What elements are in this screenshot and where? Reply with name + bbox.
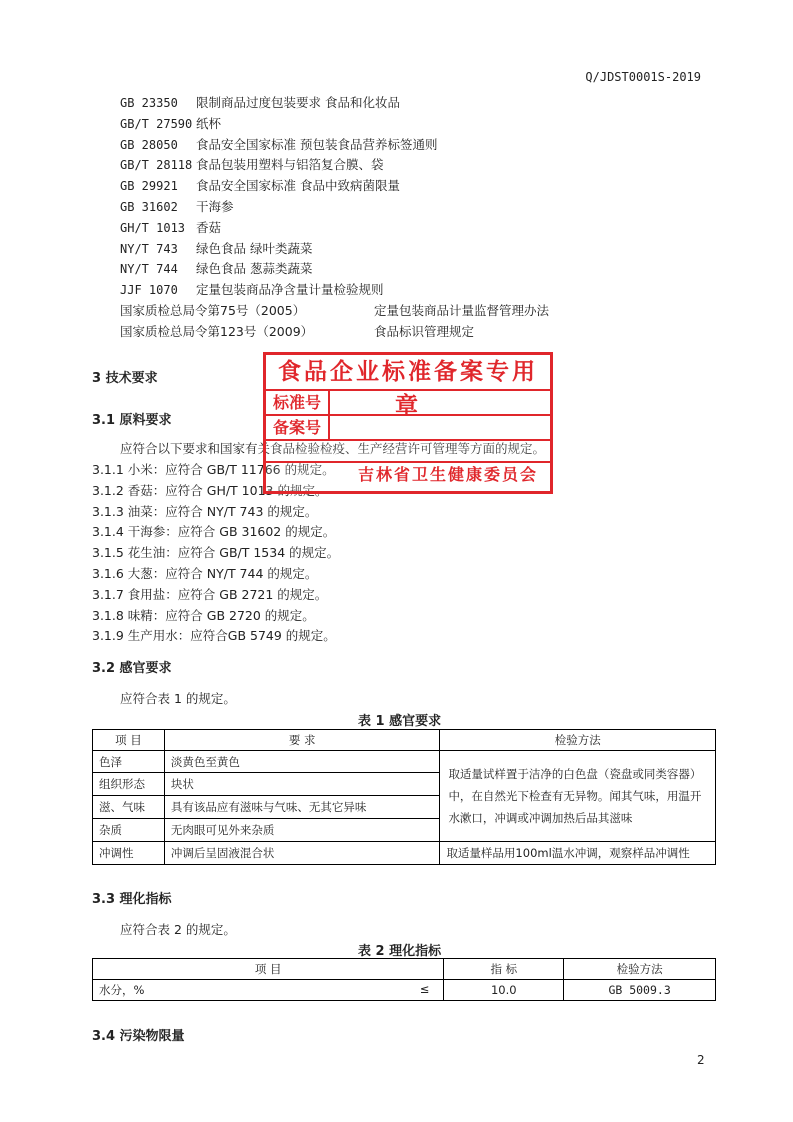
table-header: 项 目 bbox=[93, 959, 444, 980]
stamp-row-filing-number bbox=[266, 416, 550, 441]
table-1-caption: 表 1 感官要求 bbox=[358, 714, 442, 729]
table-cell: GB 5009.3 bbox=[564, 980, 716, 1001]
section-3-title: 3 技术要求 bbox=[92, 371, 158, 386]
item-label: 水分，% bbox=[99, 983, 145, 997]
operator: ≤ bbox=[419, 982, 430, 996]
standard-item: JJF 1070 定量包装商品净含量计量检验规则 bbox=[120, 282, 384, 298]
clause-item: 3.1.5 花生油：应符合 GB/T 1534 的规定。 bbox=[92, 545, 340, 561]
standard-item: GB 29921 食品安全国家标准 食品中致病菌限量 bbox=[120, 178, 400, 194]
section-3-3-intro: 应符合表 2 的规定。 bbox=[120, 922, 236, 937]
clause-item: 3.1.1 小米：应符合 GB/T 11766 的规定。 bbox=[92, 462, 335, 477]
sensory-table bbox=[92, 729, 716, 865]
clause-item: 3.1.9 生产用水：应符合GB 5749 的规定。 bbox=[92, 628, 336, 644]
standard-item: GH/T 1013 香菇 bbox=[120, 219, 222, 235]
table-cell: 组织形态 bbox=[93, 773, 165, 796]
table-row bbox=[93, 842, 716, 865]
clause-item: 3.1.3 油菜：应符合 NY/T 743 的规定。 bbox=[92, 503, 318, 519]
stamp-issuer: 吉林省卫生健康委员会 bbox=[357, 465, 538, 484]
table-cell: 滋、气味 bbox=[93, 796, 165, 819]
standard-item: GB 23350 限制商品过度包装要求 食品和化妆品 bbox=[120, 95, 400, 110]
table-header: 检验方法 bbox=[564, 959, 716, 980]
standard-item: GB 28050 食品安全国家标准 预包装食品营养标签通则 bbox=[120, 136, 438, 152]
stamp-row-date bbox=[266, 441, 550, 463]
doc-code: Q/JDST0001S-2019 bbox=[585, 70, 701, 84]
filing-stamp bbox=[263, 352, 553, 494]
standard-item: GB 31602 干海参 bbox=[120, 198, 234, 214]
standard-item: NY/T 744 绿色食品 葱蒜类蔬菜 bbox=[120, 261, 313, 277]
section-3-1-title: 3.1 原料要求 bbox=[92, 413, 172, 428]
stamp-label-filing: 备案号 bbox=[266, 416, 330, 439]
clause-item: 3.1.7 食用盐：应符合 GB 2721 的规定。 bbox=[92, 586, 328, 602]
table-cell: 无肉眼可见外来杂质 bbox=[164, 819, 440, 842]
table-cell: 冲调后呈固液混合状 bbox=[164, 842, 440, 865]
table-cell: 淡黄色至黄色 bbox=[164, 751, 440, 773]
table-header: 检验方法 bbox=[440, 730, 716, 751]
page-number: 2 bbox=[697, 1053, 705, 1067]
clause-item: 3.1.6 大葱：应符合 NY/T 744 的规定。 bbox=[92, 565, 318, 581]
section-3-2-intro: 应符合表 1 的规定。 bbox=[120, 691, 236, 706]
method-cell: 取适量试样置于洁净的白色盘（瓷盘或同类容器）中，在自然光下检查有无异物。闻其气味，用温开水漱口，冲调或冲调加热后品其滋味 bbox=[440, 751, 716, 842]
table-header: 指 标 bbox=[444, 959, 564, 980]
method-cell: 取适量样品用100ml温水冲调，观察样品冲调性 bbox=[440, 842, 716, 865]
table-header: 项 目 bbox=[93, 730, 165, 751]
stamp-title: 食品企业标准备案专用章 bbox=[266, 355, 550, 391]
physicochemical-table bbox=[92, 958, 716, 1001]
table-cell: 块状 bbox=[164, 773, 440, 796]
table-cell: 色泽 bbox=[93, 751, 165, 773]
clause-item: 3.1.2 香菇：应符合 GH/T 1013 的规定。 bbox=[92, 482, 328, 498]
table-2-caption: 表 2 理化指标 bbox=[358, 944, 442, 959]
clause-item: 3.1.4 干海参：应符合 GB 31602 的规定。 bbox=[92, 524, 336, 540]
section-3-1-intro: 应符合以下要求和国家有关食品检验检疫、生产经营许可管理等方面的规定。 bbox=[120, 441, 546, 456]
standard-list bbox=[120, 93, 549, 343]
section-3-4-title: 3.4 污染物限量 bbox=[92, 1029, 185, 1044]
stamp-row-standard-number bbox=[266, 391, 550, 416]
table-row bbox=[93, 980, 716, 1001]
table-cell: 冲调性 bbox=[93, 842, 165, 865]
table-cell bbox=[93, 980, 444, 1001]
standard-item: GB/T 28118 食品包装用塑料与铝箔复合膜、袋 bbox=[120, 157, 384, 173]
section-3-2-title: 3.2 感官要求 bbox=[92, 661, 172, 676]
table-cell: 杂质 bbox=[93, 819, 165, 842]
table-row bbox=[93, 751, 716, 773]
standard-item: NY/T 743 绿色食品 绿叶类蔬菜 bbox=[120, 240, 313, 256]
table-cell: 10.0 bbox=[444, 980, 564, 1001]
stamp-label-standard: 标准号 bbox=[266, 391, 330, 414]
order-item: 国家质检总局令第75号（2005） 定量包装商品计量监督管理办法 bbox=[120, 302, 550, 318]
standard-item: GB/T 27590 纸杯 bbox=[120, 115, 222, 131]
table-cell: 具有该品应有滋味与气味、无其它异味 bbox=[164, 796, 440, 819]
order-item: 国家质检总局令第123号（2009） 食品标识管理规定 bbox=[120, 323, 475, 339]
section-3-3-title: 3.3 理化指标 bbox=[92, 892, 172, 907]
table-header: 要 求 bbox=[164, 730, 440, 751]
clause-item: 3.1.8 味精：应符合 GB 2720 的规定。 bbox=[92, 607, 315, 623]
